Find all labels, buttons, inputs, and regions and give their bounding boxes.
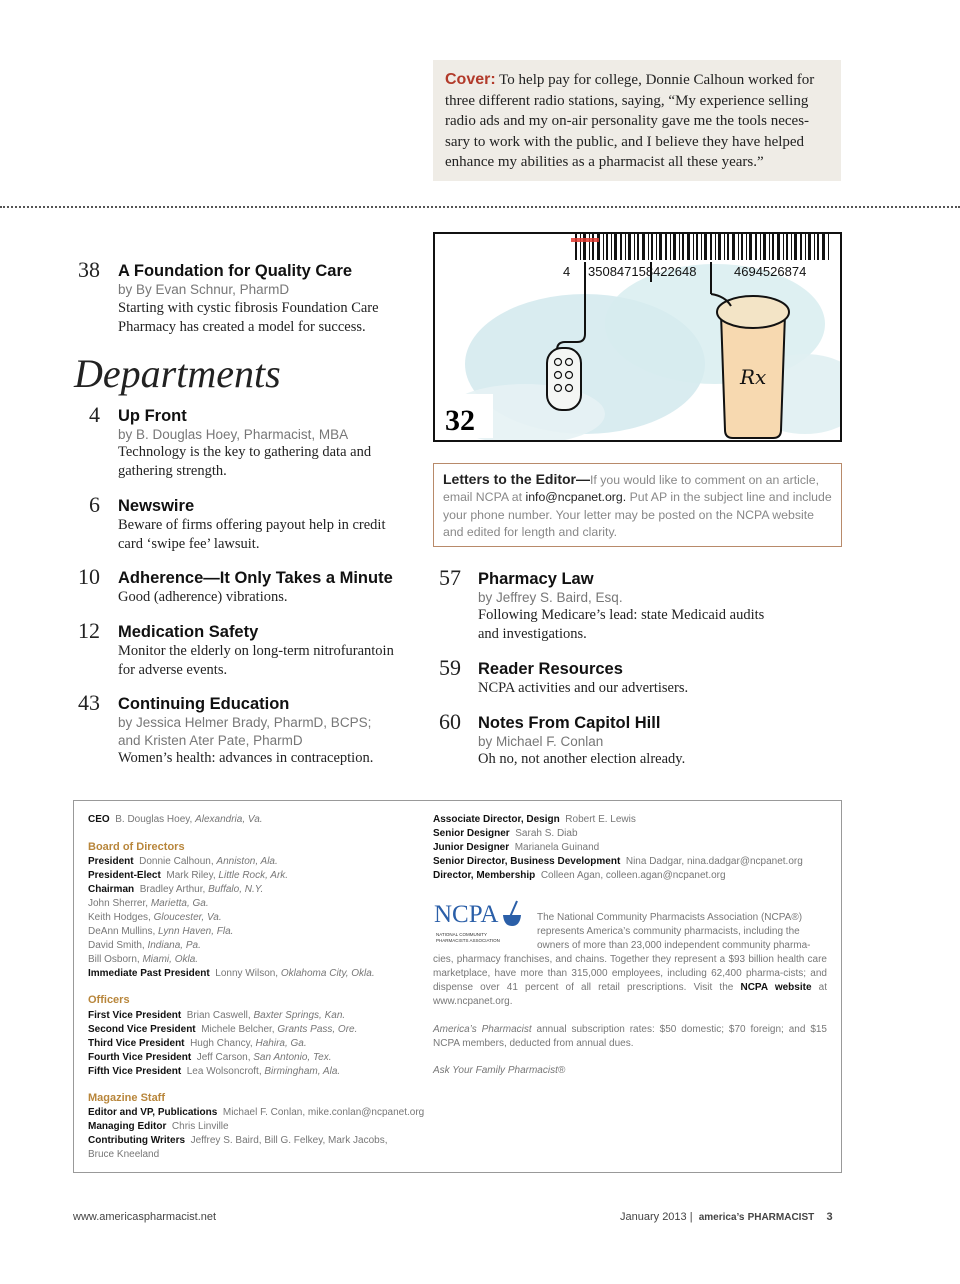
mortar-pestle-icon <box>500 899 524 929</box>
board-member: Keith Hodges, Gloucester, Va. <box>88 912 222 923</box>
dept-page-number: 4 <box>89 402 100 427</box>
board-heading: Board of Directors <box>88 841 185 853</box>
barcode-left-digit: 4 <box>563 264 571 279</box>
design-staff: Associate Director, Design Robert E. Lewis <box>433 814 636 825</box>
design-staff: Director, Membership Colleen Agan, colleen.agan@ncpanet.org <box>433 870 726 881</box>
dept-description: Oh no, not another election already. <box>478 751 686 767</box>
cover-story-illustration[interactable] <box>433 232 842 442</box>
ncpa-logo: NCPA NATIONAL COMMUNITY PHARMACISTS ASSOCIATION <box>434 901 526 945</box>
cover-label: Cover: <box>445 71 496 88</box>
dept-page-number: 12 <box>78 618 100 643</box>
barcode-middle-digits: 350847158422648 <box>588 264 697 279</box>
letters-text-1: If you would like to comment on an article, email NCPA at <box>443 473 819 505</box>
staff-heading: Magazine Staff <box>88 1092 166 1104</box>
dept-description: Technology is the key to gathering data and gathering strength. <box>118 444 372 479</box>
board-member: David Smith, Indiana, Pa. <box>88 940 201 951</box>
dept-title[interactable]: Adherence—It Only Takes a Minute <box>118 569 393 587</box>
staff-member: Bruce Kneeland <box>88 1149 160 1160</box>
dept-page-number: 57 <box>439 565 461 590</box>
dept-byline: by B. Douglas Hoey, Pharmacist, MBA <box>118 427 349 442</box>
dept-description: Good (adherence) vibrations. <box>118 589 288 605</box>
letters-title: Letters to the Editor— <box>443 471 591 487</box>
dept-title[interactable]: Medication Safety <box>118 623 259 641</box>
subscription-rates: America’s Pharmacist annual subscription rates: $50 domestic; $70 foreign; and $15 NCPA members, deducted from annual dues. <box>433 1024 827 1049</box>
dept-title[interactable]: Up Front <box>118 407 187 425</box>
board-member: Chairman Bradley Arthur, Buffalo, N.Y. <box>88 884 264 895</box>
officer: First Vice President Brian Caswell, Baxter Springs, Kan. <box>88 1010 346 1021</box>
barcode-right-digits: 4694526874 <box>734 264 807 279</box>
officer: Fourth Vice President Jeff Carson, San Antonio, Tex. <box>88 1052 332 1063</box>
dept-byline: by Jeffrey S. Baird, Esq. <box>478 590 623 605</box>
masthead-ceo: CEO B. Douglas Hoey, Alexandria, Va. <box>88 814 263 825</box>
staff-member: Contributing Writers Jeffrey S. Baird, Bill G. Felkey, Mark Jacobs, <box>88 1135 388 1146</box>
barcode-illustration <box>435 234 840 440</box>
officers-heading: Officers <box>88 994 130 1006</box>
dept-title[interactable]: Pharmacy Law <box>478 570 594 588</box>
dept-page-number: 60 <box>439 709 461 734</box>
design-staff: Junior Designer Marianela Guinand <box>433 842 600 853</box>
dept-byline: by Michael F. Conlan <box>478 734 604 749</box>
page-number: 3 <box>826 1211 833 1223</box>
cover-text: To help pay for college, Donnie Calhoun worked for three different radio stations, saying, “My experience selling radio ads and my on-air personality gave me the tools neces-sary to work with the public, and I believe they have helped enhance my abilities as a pharmacist all these years.” <box>445 72 815 171</box>
feature-title[interactable]: A Foundation for Quality Care <box>118 262 353 280</box>
staff-member: Managing Editor Chris Linville <box>88 1121 229 1132</box>
dept-title[interactable]: Continuing Education <box>118 695 290 713</box>
magazine-name-prefix: america’s <box>698 1212 745 1223</box>
design-staff: Senior Director, Business Development Nina Dadgar, nina.dadgar@ncpanet.org <box>433 856 803 867</box>
board-member: John Sherrer, Marietta, Ga. <box>88 898 209 909</box>
magazine-name: PHARMACIST <box>747 1212 815 1223</box>
board-member: Immediate Past President Lonny Wilson, Oklahoma City, Okla. <box>88 968 375 979</box>
board-member: President-Elect Mark Riley, Little Rock, Ark. <box>88 870 289 881</box>
staff-member: Editor and VP, Publications Michael F. Conlan, mike.conlan@ncpanet.org <box>88 1107 425 1118</box>
ncpa-website-link[interactable]: NCPA website <box>740 982 812 993</box>
dept-title[interactable]: Newswire <box>118 497 195 515</box>
departments-heading: Departments <box>74 351 281 396</box>
cover-caption <box>433 60 841 181</box>
rx-label: Rx <box>740 365 767 389</box>
dept-title[interactable]: Notes From Capitol Hill <box>478 714 661 732</box>
officer: Fifth Vice President Lea Wolsoncroft, Birmingham, Ala. <box>88 1066 341 1077</box>
board-member: Bill Osborn, Miami, Okla. <box>88 954 199 965</box>
dept-description: Beware of firms offering payout help in credit card ‘swipe fee’ lawsuit. <box>118 517 386 552</box>
officer: Second Vice President Michele Belcher, Grants Pass, Ore. <box>88 1024 358 1035</box>
footer-url[interactable]: www.americaspharmacist.net <box>73 1211 217 1223</box>
feature-byline: by By Evan Schnur, PharmD <box>118 282 290 297</box>
letters-to-editor-box <box>433 463 842 547</box>
dept-page-number: 43 <box>78 690 100 715</box>
officer: Third Vice President Hugh Chancy, Hahira, Ga. <box>88 1038 307 1049</box>
illustration-page-number: 32 <box>445 404 475 437</box>
tagline: Ask Your Family Pharmacist® <box>433 1065 566 1076</box>
pill-tag-icon <box>547 348 581 410</box>
dept-page-number: 10 <box>78 564 100 589</box>
dept-description: Women’s health: advances in contraception. <box>118 750 374 766</box>
board-member: President Donnie Calhoun, Anniston, Ala. <box>88 856 278 867</box>
letters-email-link[interactable]: info@ncpanet.org. <box>525 490 627 505</box>
ncpa-about-lines: The National Community Pharmacists Association (NCPA®) represents America’s community pharmacists, including the owners of more than 23,000 independent community pharma- <box>537 912 811 951</box>
ncpa-about: cies, pharmacy franchises, and chains. Together they represent a $93 billion health care marketplace, have more than 315,000 employees, including 62,400 pharma-cists; and dispense over 41 percent of all retail prescriptions. Visit the NCPA website at www.ncpanet.org. <box>433 954 827 1007</box>
dept-byline: by Jessica Helmer Brady, PharmD, BCPS; and Kristen Ater Pate, PharmD <box>118 715 372 748</box>
dotted-divider <box>0 206 960 208</box>
footer-issue: January 2013 | america’s PHARMACIST 3 <box>620 1211 833 1223</box>
letters-text-2: Put AP in the subject line and include your phone number. Your letter may be posted on the NCPA website and edited for length and clarity. <box>443 490 832 539</box>
dept-title[interactable]: Reader Resources <box>478 660 623 678</box>
feature-description: Starting with cystic fibrosis Foundation Care Pharmacy has created a model for success. <box>118 300 379 335</box>
dept-description: Following Medicare’s lead: state Medicaid audits and investigations. <box>478 607 765 642</box>
masthead <box>73 800 842 1173</box>
dept-page-number: 59 <box>439 655 461 680</box>
feature-page-number: 38 <box>78 257 100 282</box>
dept-page-number: 6 <box>89 492 100 517</box>
dept-description: NCPA activities and our advertisers. <box>478 680 689 696</box>
board-member: DeAnn Mullins, Lynn Haven, Fla. <box>88 926 234 937</box>
dept-description: Monitor the elderly on long-term nitrofurantoin for adverse events. <box>118 643 394 678</box>
design-staff: Senior Designer Sarah S. Diab <box>433 828 578 839</box>
